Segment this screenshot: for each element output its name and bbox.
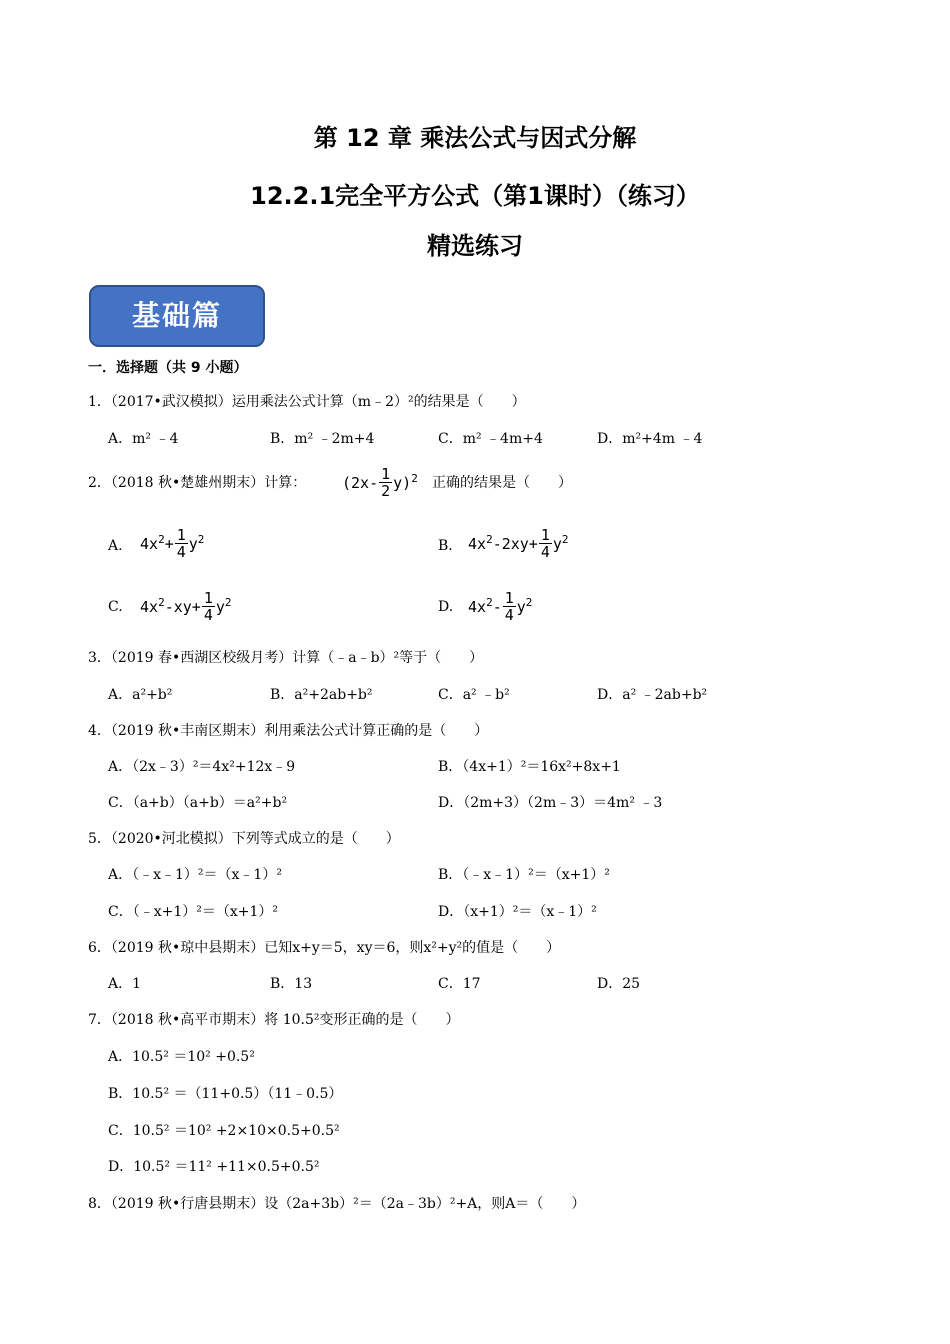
question-2-option-c-formula: $4x^2-xy+$ $\frac{1}{4}$ $y^2$ [140,589,232,624]
section-heading: 一．选择题（共 9 小题） [88,360,248,376]
question-5-option-b: B．（﹣x﹣1）²＝（x+1）² [438,867,610,883]
question-3-option-d: D．a² ﹣2ab+b² [597,687,708,703]
question-1-option-d: D．m²+4m ﹣4 [597,431,703,447]
question-8-stem: 8．（2019 秋•行唐县期末）设（2a+3b）²＝（2a﹣3b）²+A，则A＝（ ） [88,1196,586,1212]
question-4-option-b: B．（4x+1）²＝16x²+8x+1 [438,759,621,775]
question-4-option-d: D．（2m+3）（2m﹣3）＝4m² ﹣3 [438,795,663,811]
question-2-stem [88,473,306,493]
question-1-option-b: B．m² ﹣2m+4 [270,431,375,447]
question-4-option-a: A．（2x﹣3）²＝4x²+12x﹣9 [108,759,296,775]
question-6-stem: 6．（2019 秋•琼中县期末）已知x+y＝5，xy＝6，则x²+y²的值是（ ） [88,940,561,956]
question-3-option-a: A．a²+b² [108,687,173,703]
question-2-stem-prefix: 2．（2018 秋•楚雄州期末）计算： [88,475,307,491]
question-6-option-d: D．25 [597,976,641,992]
question-6-option-b: B．13 [270,976,313,992]
question-2-expression: (2x- $\frac{1}{2}$ y)$^2$ [342,465,418,500]
question-2-option-b-label: B. [438,538,453,554]
question-7-stem: 7．（2018 秋•高平市期末）将 10.5²变形正确的是（ ） [88,1012,460,1028]
question-7-option-b: B．10.5² ＝（11+0.5）（11﹣0.5） [108,1086,343,1102]
question-5-option-c: C．（﹣x+1）²＝（x+1）² [108,904,279,920]
question-7-option-c: C．10.5² ＝10² +2×10×0.5+0.5² [108,1123,340,1139]
chapter-title: 第 12 章 乘法公式与因式分解 [313,124,637,152]
question-2-option-d-label: D. [438,599,454,615]
question-6-option-a: A．1 [108,976,142,992]
question-2-option-d-formula: $4x^2-$ $\frac{1}{4}$ $y^2$ [468,589,533,624]
question-4-option-c: C．（a+b）（a+b）＝a²+b² [108,795,288,811]
question-2-option-b-formula: $4x^2-2xy+$ $\frac{1}{4}$ $y^2$ [468,526,569,561]
question-7-option-d: D．10.5² ＝11² +11×0.5+0.5² [108,1159,320,1175]
question-1-option-c: C．m² ﹣4m+4 [438,431,543,447]
question-5-stem: 5．（2020•河北模拟）下列等式成立的是（ ） [88,831,400,847]
question-7-option-a: A．10.5² ＝10² +0.5² [108,1049,255,1065]
question-2-stem-suffix: 正确的结果是（ ） [432,475,572,491]
question-4-stem: 4．（2019 秋•丰南区期末）利用乘法公式计算正确的是（ ） [88,723,489,739]
exercise-title: 精选练习 [427,232,523,260]
question-5-option-a: A．（﹣x﹣1）²＝（x﹣1）² [108,867,282,883]
question-2-option-a-formula: $4x^2+$ $\frac{1}{4}$ $y^2$ [140,526,205,561]
basic-level-badge: 基础篇 [89,285,265,347]
question-3-stem: 3．（2019 春•西湖区校级月考）计算（﹣a﹣b）²等于（ ） [88,650,484,666]
question-2-option-c-label: C. [108,599,123,615]
question-5-option-d: D．（x+1）²＝（x﹣1）² [438,904,597,920]
question-6-option-c: C．17 [438,976,481,992]
question-2-option-a-label: A. [108,538,123,554]
question-3-option-c: C．a² ﹣b² [438,687,510,703]
question-1-stem: 1．（2017•武汉模拟）运用乘法公式计算（m﹣2）²的结果是（ ） [88,394,526,410]
question-3-option-b: B．a²+2ab+b² [270,687,373,703]
question-1-option-a: A．m² ﹣4 [108,431,179,447]
lesson-title: 12.2.1完全平方公式（第1课时）（练习） [250,182,700,210]
